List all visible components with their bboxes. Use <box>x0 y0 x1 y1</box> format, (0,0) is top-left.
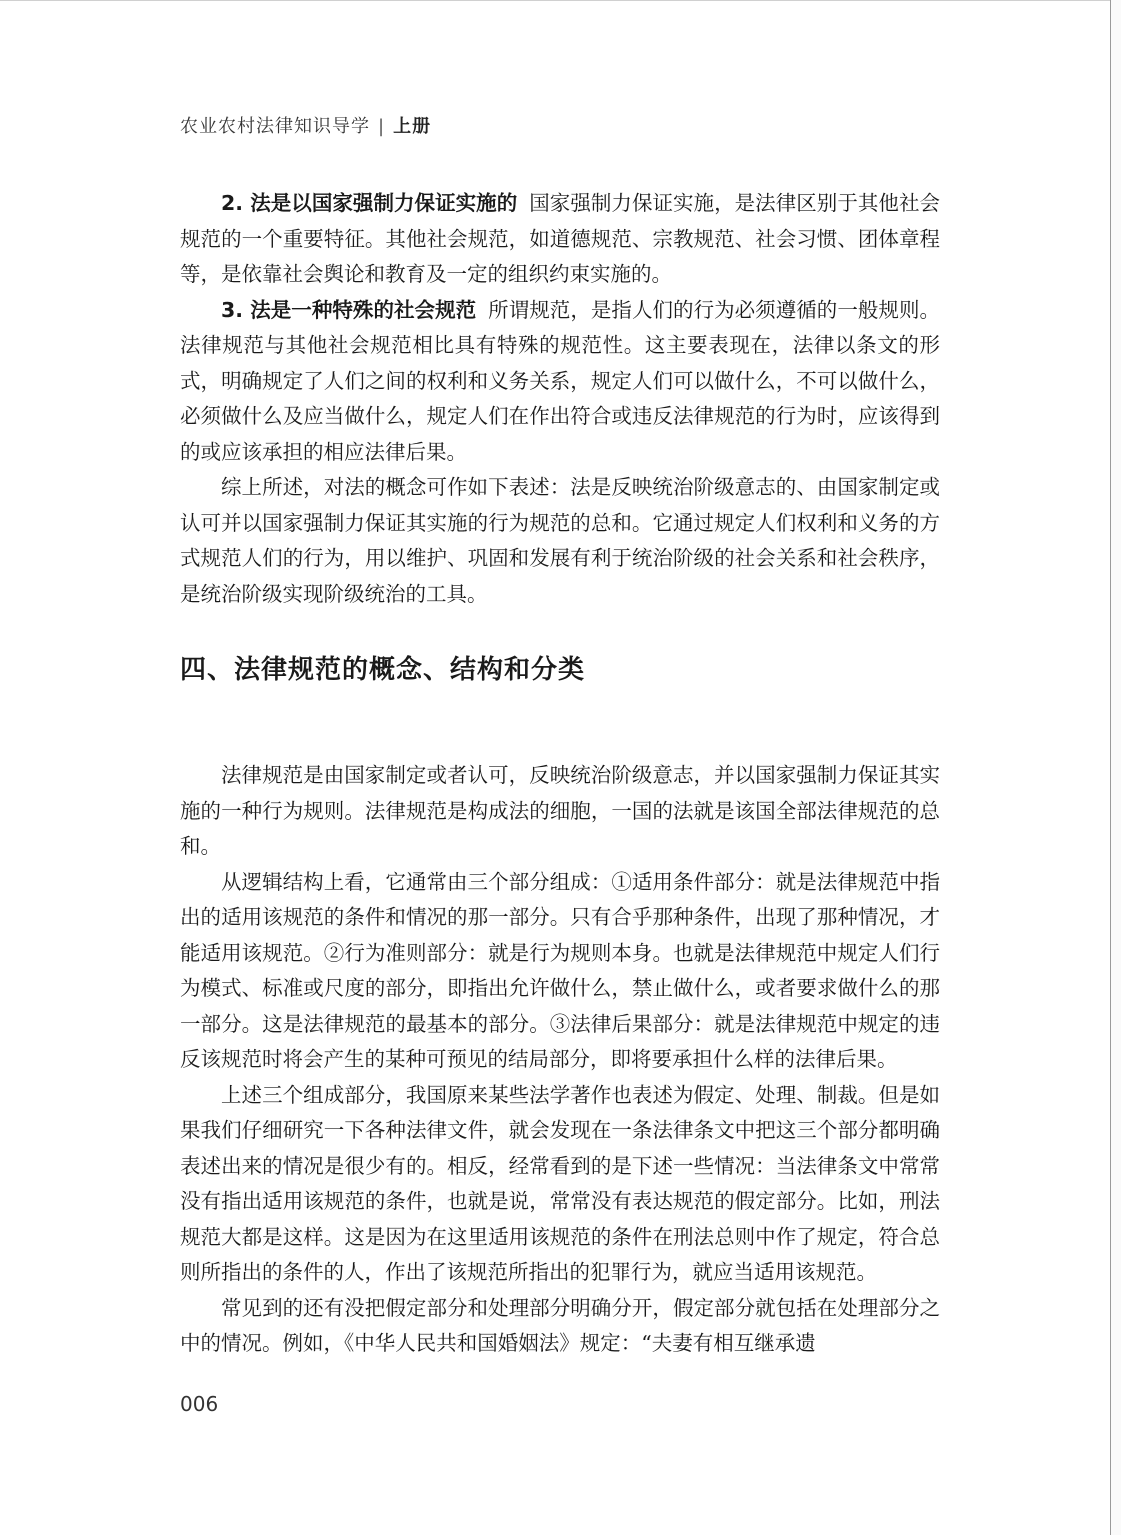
paragraph-components: 上述三个组成部分，我国原来某些法学著作也表述为假定、处理、制裁。但是如果我们仔细研究一下各种法律文件，就会发现在一条法律条文中把这三个部分都明确表述出来的情况是很少有的。相反，经常看到的是下述一些情况：当法律条文中常常没有指出适用该规范的条件，也就是说，常常没有表达规范的假定部分。比如，刑法规范大都是这样。这是因为在这里适用该规范的条件在刑法总则中作了规定，符合总则所指出的条件的人，作出了该规范所指出的犯罪行为，就应当适用该规范。 <box>180 1082 940 1284</box>
paragraph-lead: 2. 法是以国家强制力保证实施的 <box>221 191 518 215</box>
section-heading: 四、法律规范的概念、结构和分类 <box>180 655 586 685</box>
header-separator: | <box>378 116 386 137</box>
book-title: 农业农村法律知识导学 <box>180 116 370 137</box>
volume-label: 上册 <box>393 116 432 137</box>
paragraph-text: 国家强制力保证实施，是法律区别于其他社会规范的一个重要特征。其他社会规范，如道德规范、宗教规范、社会习惯、团体章程等，是依靠社会舆论和教育及一定的组织约束实施的。 <box>180 191 940 286</box>
paragraph-structure: 从逻辑结构上看，它通常由三个部分组成：①适用条件部分：就是法律规范中指出的适用该规范的条件和情况的那一部分。只有合乎那种条件，出现了那种情况，才能适用该规范。②行为准则部分：就是行为规则本身。也就是法律规范中规定人们行为模式、标准或尺度的部分，即指出允许做什么，禁止做什么，或者要求做什么的那一部分。这是法律规范的最基本的部分。③法律后果部分：就是法律规范中规定的违反该规范时将会产生的某种可预见的结局部分，即将要承担什么样的法律后果。 <box>180 869 940 1071</box>
paragraph-feature-3 <box>180 293 940 471</box>
running-header <box>180 112 431 138</box>
page-top-edge <box>0 0 1111 1</box>
page-number: 006 <box>180 1392 219 1416</box>
paragraph-text: 所谓规范，是指人们的行为必须遵循的一般规则。法律规范与其他社会规范相比具有特殊的规范性。这主要表现在，法律以条文的形式，明确规定了人们之间的权利和义务关系，规定人们可以做什么，不可以做什么，必须做什么及应当做什么，规定人们在作出符合或违反法律规范的行为时，应该得到的或应该承担的相应法律后果。 <box>180 297 940 464</box>
paragraph-definition: 法律规范是由国家制定或者认可，反映统治阶级意志，并以国家强制力保证其实施的一种行为规则。法律规范是构成法的细胞，一国的法就是该国全部法律规范的总和。 <box>180 763 940 858</box>
page-right-edge <box>1110 0 1121 1535</box>
paragraph-feature-2 <box>180 186 940 293</box>
page-body <box>180 186 940 1362</box>
paragraph-common-cases: 常见到的还有没把假定部分和处理部分明确分开，假定部分就包括在处理部分之中的情况。例如，《中华人民共和国婚姻法》规定：“夫妻有相互继承遗 <box>180 1295 940 1355</box>
paragraph-summary: 综上所述，对法的概念可作如下表述：法是反映统治阶级意志的、由国家制定或认可并以国家强制力保证其实施的行为规范的总和。它通过规定人们权利和义务的方式规范人们的行为，用以维护、巩固和发展有利于统治阶级的社会关系和社会秩序，是统治阶级实现阶级统治的工具。 <box>180 475 940 606</box>
paragraph-lead: 3. 法是一种特殊的社会规范 <box>221 297 477 322</box>
